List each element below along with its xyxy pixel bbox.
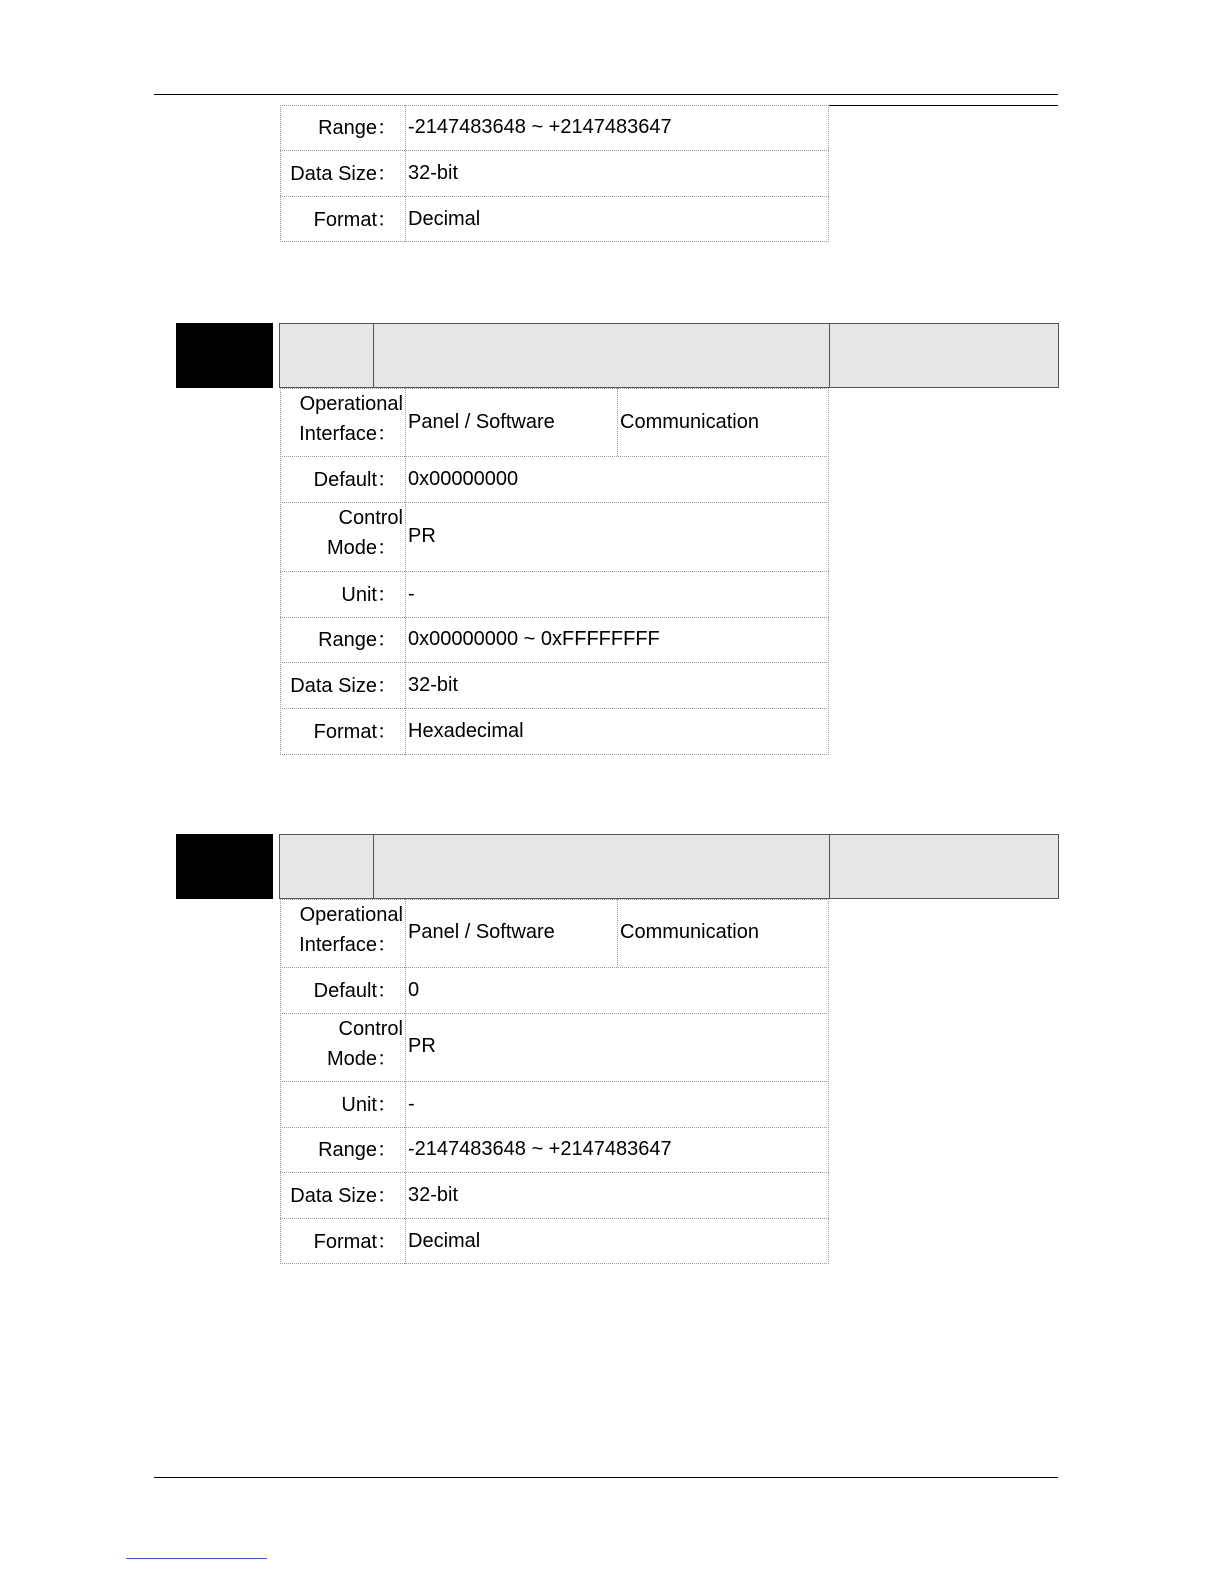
control-mode-label: Control Mode： [326,507,403,559]
unit-label: Unit： [341,1094,397,1116]
footer-rule [154,1477,1058,1478]
param-header-code [279,834,374,899]
param-tag-block [176,323,273,388]
format-value: Hexadecimal [408,720,524,742]
data-size-label: Data Size： [290,163,397,185]
unit-label: Unit： [341,584,397,606]
param-header-address [829,834,1059,899]
format-label: Format： [313,1231,397,1253]
communication-value: Communication [620,411,759,433]
range-value: -2147483648 ~ +2147483647 [408,1138,672,1160]
control-mode-value: PR [408,525,436,547]
param-header-name [373,834,830,899]
data-size-value: 32-bit [408,674,459,696]
operational-interface-label: Operational Interface： [299,904,403,956]
data-size-label: Data Size： [290,675,397,697]
data-size-value: 32-bit [408,1184,459,1206]
range-label: Range： [318,629,397,651]
data-size-value: 32-bit [408,162,459,184]
panel-software-value: Panel / Software [408,921,555,943]
default-value: 0 [408,979,420,1001]
format-value: Decimal [408,1230,481,1252]
data-size-label: Data Size： [290,1185,397,1207]
range-label: Range： [318,117,397,139]
footer-link-underline [126,1558,267,1559]
param-header-name [373,323,830,388]
param-header-address [829,323,1059,388]
format-label: Format： [313,721,397,743]
format-label: Format： [313,209,397,231]
range-value: 0x00000000 ~ 0xFFFFFFFF [408,628,660,650]
param-tag-block [176,834,273,899]
range-label: Range： [318,1139,397,1161]
default-value: 0x00000000 [408,468,519,490]
unit-value: - [408,583,415,605]
control-mode-label: Control Mode： [326,1018,403,1070]
header-rule [154,94,1058,95]
default-label: Default： [313,980,397,1002]
range-value: -2147483648 ~ +2147483647 [408,116,672,138]
unit-value: - [408,1093,415,1115]
control-mode-value: PR [408,1035,436,1057]
header-subrule [829,105,1058,106]
operational-interface-label: Operational Interface： [299,393,403,445]
default-label: Default： [313,469,397,491]
communication-value: Communication [620,921,759,943]
panel-software-value: Panel / Software [408,411,555,433]
param-header-code [279,323,374,388]
format-value: Decimal [408,208,481,230]
